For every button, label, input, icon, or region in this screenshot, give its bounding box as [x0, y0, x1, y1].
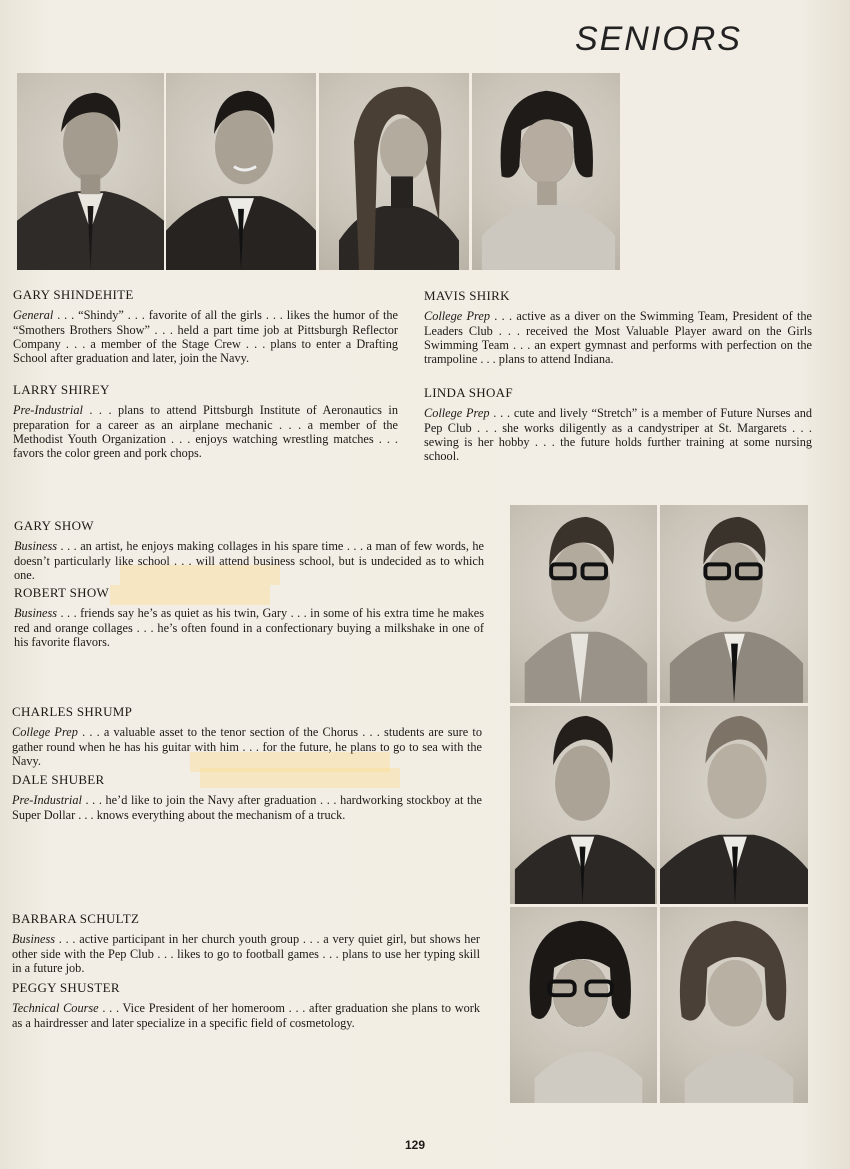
portrait-mavis-shirk: [319, 73, 469, 270]
portrait-charles-shrump: [510, 706, 657, 904]
senior-bio: [12, 725, 482, 768]
senior-entry-mavis-shirk: [424, 289, 812, 366]
senior-name: GARY SHINDEHITE: [13, 287, 134, 302]
senior-entry-gary-show: [14, 519, 484, 582]
section-title: SENIORS: [574, 20, 742, 58]
senior-program: Pre-Industrial: [12, 793, 82, 808]
senior-bio: [14, 606, 484, 649]
senior-program: College Prep: [424, 309, 490, 324]
senior-bio: [13, 403, 398, 460]
senior-description: . . . “Shindy” . . . favorite of all the girls . . . likes the humor of the “Smothers Brothers Show” . . . held a part time job at Pittsburgh Reflector Company . . . a member of the Stage Crew . . . plans to enter a Drafting School after graduation and later, join the Navy.: [13, 308, 398, 366]
portrait-robert-show: [660, 505, 808, 703]
senior-program: College Prep: [424, 406, 490, 421]
senior-description: . . . friends say he’s as quiet as his twin, Gary . . . in some of his extra time he makes red and orange collages . . . he’s often found in a confectionary buying a milkshake in one of his favorite flavors.: [14, 606, 484, 649]
senior-description: . . . active participant in her church youth group . . . a very quiet girl, but shows her other side with the Pep Club . . . likes to go to football games . . . plans to use her typing skill in a future job.: [12, 932, 480, 975]
senior-entry-gary-shindehite: [13, 288, 398, 365]
senior-name: GARY SHOW: [14, 518, 94, 533]
senior-name: DALE SHUBER: [12, 772, 105, 787]
senior-entry-charles-shrump: [12, 705, 482, 768]
senior-program: College Prep: [12, 725, 78, 740]
senior-bio: [424, 309, 812, 366]
senior-description: . . . cute and lively “Stretch” is a member of Future Nurses and Pep Club . . . she works diligently as a candystriper at St. Margarets . . . sewing is her hobby . . . the future holds further training at some nursing school.: [424, 406, 812, 464]
senior-bio: [12, 1001, 480, 1030]
senior-description: . . . plans to attend Pittsburgh Institute of Aeronautics in preparation for a career as an airplane mechanic . . . a member of the Methodist Youth Organization . . . enjoys watching wrestling matches . . . favors the color green and pork chops.: [13, 403, 398, 461]
senior-name: BARBARA SCHULTZ: [12, 911, 140, 926]
senior-name: PEGGY SHUSTER: [12, 980, 120, 995]
portrait-larry-shirey: [166, 73, 316, 270]
senior-name: ROBERT SHOW: [14, 585, 110, 600]
senior-bio: [14, 539, 484, 582]
senior-entry-linda-shoaf: [424, 386, 812, 463]
senior-description: . . . an artist, he enjoys making collages in his spare time . . . a man of few words, he doesn’t particularly like school . . . will attend business school, but is undecided as to which one.: [14, 539, 484, 582]
portrait-barbara-schultz: [510, 907, 657, 1103]
portrait-gary-shindehite: [17, 73, 164, 270]
senior-entry-peggy-shuster: [12, 981, 480, 1030]
senior-program: Technical Course: [12, 1001, 99, 1016]
senior-program: Pre-Industrial: [13, 403, 83, 418]
senior-entry-larry-shirey: [13, 383, 398, 460]
portrait-linda-shoaf: [472, 73, 620, 270]
senior-bio: [13, 308, 398, 365]
senior-entry-dale-shuber: [12, 773, 482, 822]
senior-program: Business: [12, 932, 56, 947]
portrait-peggy-shuster: [660, 907, 808, 1103]
senior-bio: [424, 406, 812, 463]
portrait-gary-show: [510, 505, 657, 703]
senior-name: LARRY SHIREY: [13, 382, 110, 397]
senior-entry-barbara-schultz: [12, 912, 480, 975]
senior-bio: [12, 793, 482, 822]
senior-description: . . . active as a diver on the Swimming Team, President of the Leaders Club . . . received the Most Valuable Player award on the Girls Swimming Team . . . an expert gymnast and performs with perfection on the trampoline . . . plans to attend Indiana.: [424, 309, 812, 367]
senior-entry-robert-show: [14, 586, 484, 649]
senior-bio: [12, 932, 480, 975]
senior-program: General: [13, 308, 54, 323]
senior-name: MAVIS SHIRK: [424, 288, 510, 303]
page-number: 129: [405, 1138, 426, 1152]
senior-description: . . . Vice President of her homeroom . . . after graduation she plans to work as a hairdresser and later specialize in a specific field of cosmetology.: [12, 1001, 480, 1030]
senior-description: . . . a valuable asset to the tenor section of the Chorus . . . students are sure to gather round when he has his guitar with him . . . for the future, he plans to go to sea with the Navy.: [12, 725, 482, 768]
senior-name: CHARLES SHRUMP: [12, 704, 133, 719]
senior-description: . . . he’d like to join the Navy after graduation . . . hardworking stockboy at the Super Dollar . . . knows everything about the mechanism of a truck.: [12, 793, 482, 822]
portrait-dale-shuber: [660, 706, 808, 904]
senior-name: LINDA SHOAF: [424, 385, 513, 400]
senior-program: Business: [14, 606, 58, 621]
senior-program: Business: [14, 539, 58, 554]
